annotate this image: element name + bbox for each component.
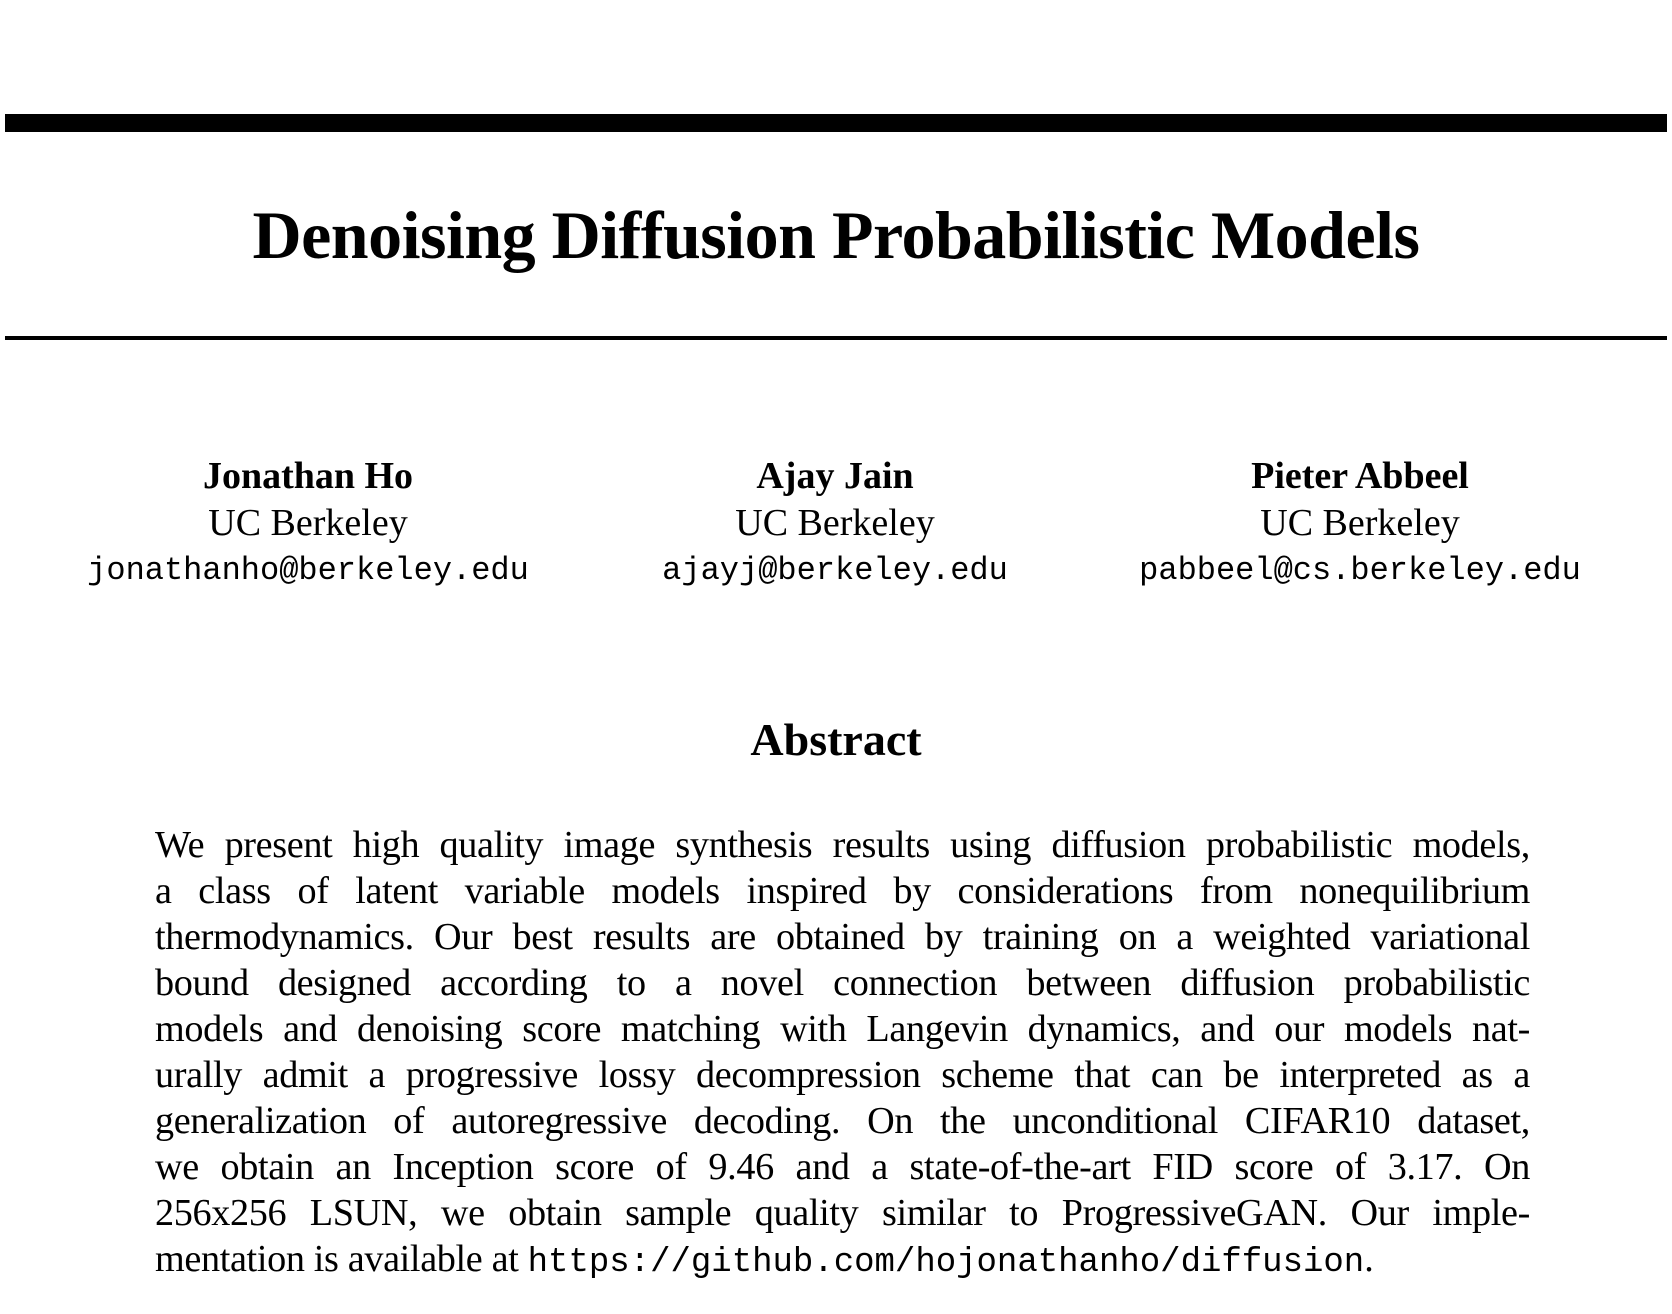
abstract-line: 256x256 LSUN, we obtain sample quality similar to ProgressiveGAN. Our imple- (155, 1192, 1530, 1234)
author-name: Ajay Jain (756, 455, 914, 497)
author-email: ajayj@berkeley.edu (662, 552, 1008, 589)
abstract-line: generalization of autoregressive decoding. On the unconditional CIFAR10 dataset, (155, 1100, 1530, 1142)
abstract-line: We present high quality image synthesis results using diffusion probabilistic models, (155, 824, 1530, 866)
author-name: Jonathan Ho (202, 455, 414, 497)
code-url-link[interactable]: https://github.com/hojonathanho/diffusion (527, 1244, 1365, 1282)
author-email: jonathanho@berkeley.edu (87, 552, 529, 589)
abstract-line: thermodynamics. Our best results are obtained by training on a weighted variational (155, 916, 1530, 958)
title-top-rule (5, 114, 1667, 132)
author-affiliation: UC Berkeley (208, 502, 408, 544)
author-affiliation: UC Berkeley (735, 502, 935, 544)
title-bottom-rule (5, 336, 1667, 340)
author-block-2 (555, 452, 1115, 596)
abstract-last-suffix: . (1364, 1238, 1374, 1280)
abstract-line: a class of latent variable models inspired by considerations from nonequilibrium (155, 870, 1530, 912)
abstract-line: we obtain an Inception score of 9.46 and a state-of-the-art FID score of 3.17. On (155, 1146, 1530, 1188)
abstract-line: bound designed according to a novel connection between diffusion probabilistic (155, 962, 1530, 1004)
paper-title: Denoising Diffusion Probabilistic Models (252, 197, 1420, 273)
author-block-1 (28, 452, 588, 596)
abstract-last-line (155, 1236, 1530, 1286)
abstract-last-prefix: mentation is available at (155, 1238, 528, 1280)
abstract-line: urally admit a progressive lossy decompression scheme that can be interpreted as a (155, 1054, 1530, 1096)
abstract-body (155, 822, 1530, 1286)
author-email: pabbeel@cs.berkeley.edu (1139, 552, 1581, 589)
abstract-line: models and denoising score matching with Langevin dynamics, and our models nat- (155, 1008, 1530, 1050)
author-name: Pieter Abbeel (1251, 455, 1469, 497)
author-affiliation: UC Berkeley (1260, 502, 1460, 544)
author-block-3 (1080, 452, 1640, 596)
abstract-heading: Abstract (750, 714, 922, 765)
